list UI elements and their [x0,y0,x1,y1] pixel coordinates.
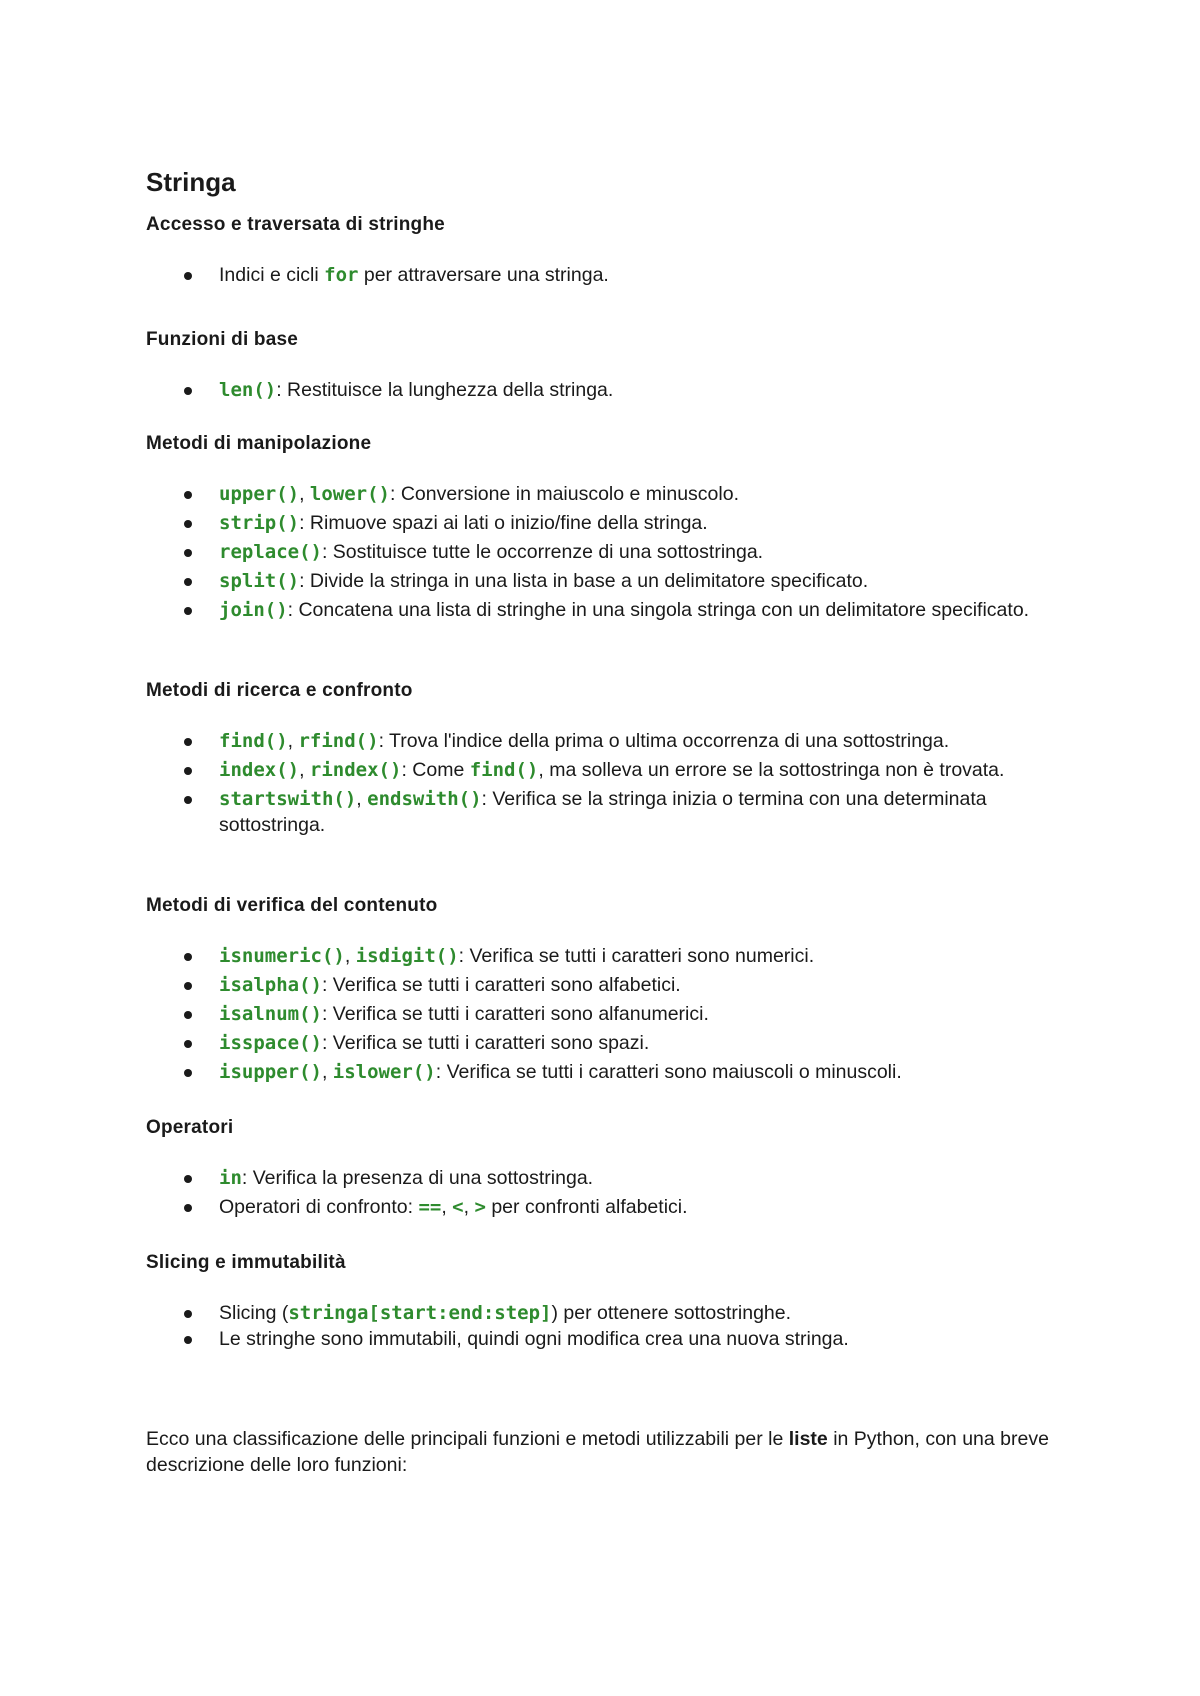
code-keyword: find() [219,730,288,752]
bullet-icon [184,272,192,280]
section-ricerca-confronto [146,678,1076,841]
code-keyword: islower() [332,1061,436,1083]
code-keyword: for [324,264,359,286]
bullet-icon [184,607,192,615]
list-item: index(), rindex(): Come find(), ma solleva un errore se la sottostringa non è trovata. [146,757,1076,783]
bullet-list [146,943,1076,1085]
bullet-icon [184,520,192,528]
section-accesso-traversata [146,212,1076,291]
section-verifica-contenuto [146,893,1076,1088]
code-keyword: < [452,1196,464,1218]
code-keyword: isalpha() [219,974,322,996]
code-keyword: index() [219,759,300,781]
code-keyword: rindex() [309,759,402,781]
bullet-icon [184,549,192,557]
section-heading: Funzioni di base [146,329,299,350]
section-operatori [146,1115,1076,1223]
bullet-icon [184,982,192,990]
section-manipolazione [146,431,1076,626]
list-item: replace(): Sostituisce tutte le occorrenze di una sottostringa. [146,539,1076,565]
bold-keyword: liste [788,1428,828,1450]
section-heading: Slicing e immutabilità [146,1252,346,1273]
bullet-list [146,481,1076,623]
section-heading: Accesso e traversata di stringhe [146,214,445,235]
code-keyword: rfind() [298,730,379,752]
code-keyword: lower() [309,483,390,505]
bullet-list [146,1165,1076,1220]
list-item: split(): Divide la stringa in una lista in base a un delimitatore specificato. [146,568,1076,594]
code-keyword: isnumeric() [219,945,345,967]
bullet-icon [184,738,192,746]
code-keyword: isdigit() [355,945,459,967]
bullet-list [146,1300,1076,1352]
section-heading: Operatori [146,1117,234,1138]
list-item: Le stringhe sono immutabili, quindi ogni modifica crea una nuova stringa. [146,1326,1076,1352]
bullet-icon [184,1069,192,1077]
list-item: join(): Concatena una lista di stringhe in una singola stringa con un delimitatore specificato. [146,597,1076,623]
section-slicing [146,1250,1076,1355]
code-keyword: isalnum() [219,1003,322,1025]
code-keyword: find() [469,759,539,781]
section-heading: Metodi di manipolazione [146,433,372,454]
list-item: isalpha(): Verifica se tutti i caratteri sono alfabetici. [146,972,1076,998]
bullet-list [146,262,1076,288]
bullet-icon [184,491,192,499]
list-item: len(): Restituisce la lunghezza della stringa. [146,377,1076,403]
bullet-icon [184,953,192,961]
code-keyword: len() [219,379,277,401]
code-keyword: endswith() [367,788,482,810]
list-item: Operatori di confronto: ==, <, > per confronti alfabetici. [146,1194,1076,1220]
section-funzioni-base [146,327,1076,406]
code-keyword: isupper() [219,1061,322,1083]
code-keyword: strip() [219,512,300,534]
bullet-list [146,377,1076,403]
list-item: upper(), lower(): Conversione in maiuscolo e minuscolo. [146,481,1076,507]
bullet-icon [184,578,192,586]
list-item: strip(): Rimuove spazi ai lati o inizio/fine della stringa. [146,510,1076,536]
list-item: Indici e cicli for per attraversare una stringa. [146,262,1076,288]
list-item: isspace(): Verifica se tutti i caratteri sono spazi. [146,1030,1076,1056]
code-keyword: upper() [219,483,300,505]
list-item: isalnum(): Verifica se tutti i caratteri sono alfanumerici. [146,1001,1076,1027]
list-item: find(), rfind(): Trova l'indice della prima o ultima occorrenza di una sottostringa. [146,728,1076,754]
code-keyword: split() [219,570,300,592]
bullet-icon [184,796,192,804]
bullet-icon [184,1011,192,1019]
bullet-list [146,728,1076,838]
code-keyword: join() [219,599,288,621]
list-item: isupper(), islower(): Verifica se tutti i caratteri sono maiuscoli o minuscoli. [146,1059,1076,1085]
bullet-icon [184,1310,192,1318]
code-keyword: in [219,1167,242,1189]
page-title: Stringa [146,167,236,197]
code-keyword: isspace() [219,1032,322,1054]
code-keyword: == [418,1196,442,1218]
code-keyword: startswith() [219,788,357,810]
bullet-icon [184,1204,192,1212]
code-keyword: > [474,1196,486,1218]
bullet-icon [184,387,192,395]
section-heading: Metodi di ricerca e confronto [146,680,413,701]
bullet-icon [184,1040,192,1048]
list-item: isnumeric(), isdigit(): Verifica se tutti i caratteri sono numerici. [146,943,1076,969]
list-item: in: Verifica la presenza di una sottostringa. [146,1165,1076,1191]
bullet-icon [184,767,192,775]
bullet-icon [184,1175,192,1183]
list-item: startswith(), endswith(): Verifica se la stringa inizia o termina con una determinata sottostringa. [146,786,1076,838]
list-item: Slicing (stringa[start:end:step]) per ottenere sottostringhe. [146,1300,1076,1326]
section-heading: Metodi di verifica del contenuto [146,895,438,916]
code-keyword: replace() [219,541,322,563]
outro-paragraph: Ecco una classificazione delle principali funzioni e metodi utilizzabili per le liste in Python, con una breve descrizione delle loro funzioni: [146,1428,1049,1476]
code-keyword: stringa[start:end:step] [288,1302,552,1324]
bullet-icon [184,1336,192,1344]
